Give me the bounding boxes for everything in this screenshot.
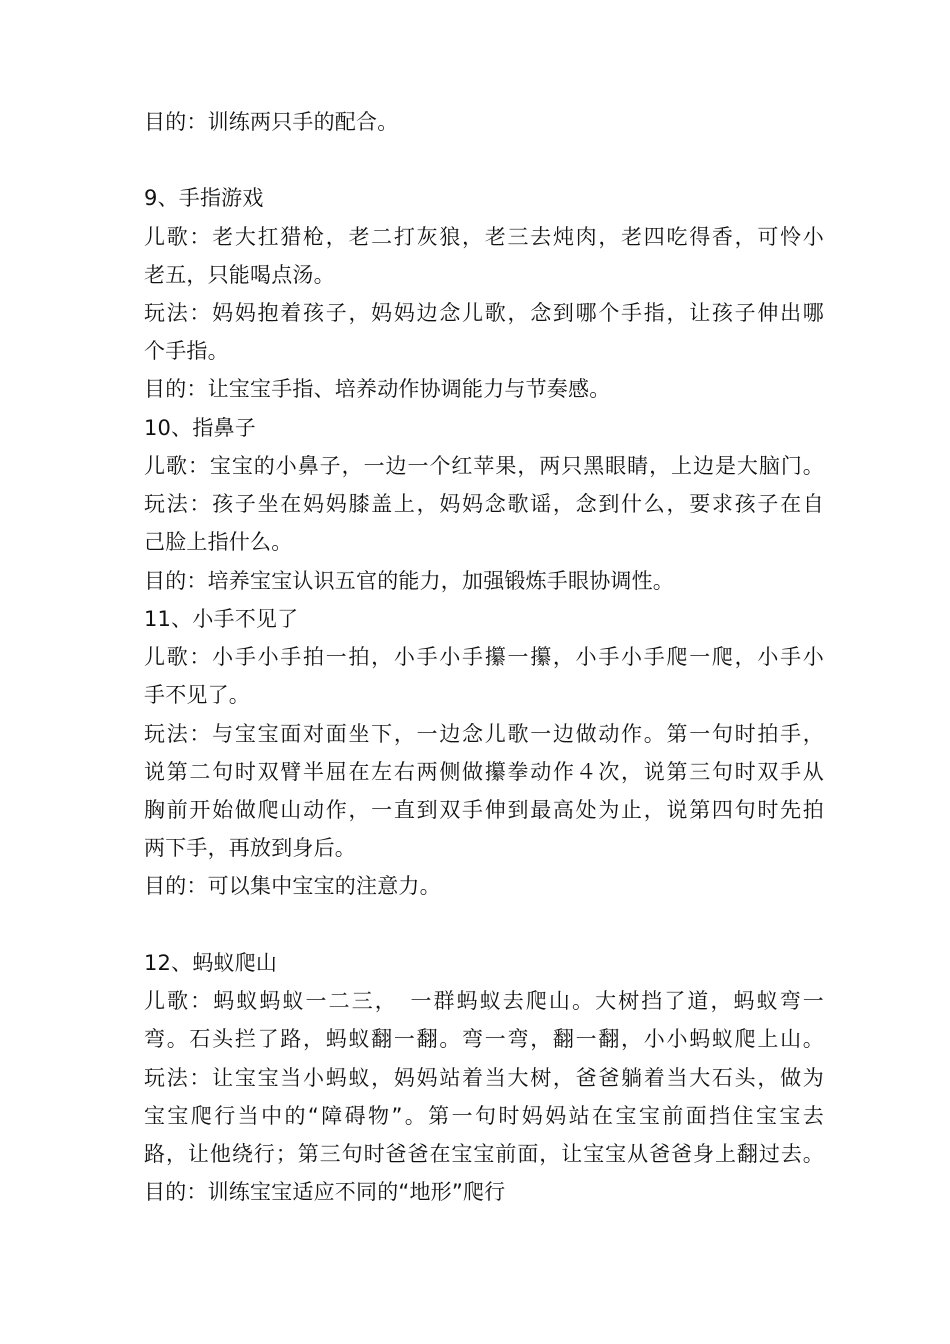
section-8-purpose-line: 目的：训练两只手的配合。 (144, 110, 399, 134)
section-10-heading: 10、指鼻子 (144, 416, 256, 440)
section-9-heading: 9、手指游戏 (144, 186, 264, 210)
section-9-rhyme-line-2: 老五，只能喝点汤。 (144, 263, 335, 287)
section-9-play-line-1: 玩法：妈妈抱着孩子，妈妈边念儿歌，念到哪个手指，让孩子伸出哪 (144, 301, 824, 325)
section-11-play-line-1: 玩法：与宝宝面对面坐下，一边念儿歌一边做动作。第一句时拍手， (144, 722, 824, 746)
section-10-play-line-2: 己脸上指什么。 (144, 530, 293, 554)
section-12-purpose-line: 目的：训练宝宝适应不同的“地形”爬行 (144, 1180, 506, 1204)
section-11-rhyme-line-2: 手不见了。 (144, 683, 250, 707)
section-12-heading: 12、蚂蚁爬山 (144, 951, 278, 975)
section-11-heading: 11、小手不见了 (144, 607, 299, 631)
section-12-rhyme-line-2: 弯。石头拦了路，蚂蚁翻一翻。弯一弯，翻一翻，小小蚂蚁爬上山。 (144, 1027, 824, 1051)
section-11-purpose-line: 目的：可以集中宝宝的注意力。 (144, 874, 441, 898)
section-10-rhyme-line: 儿歌：宝宝的小鼻子，一边一个红苹果，两只黑眼睛，上边是大脑门。 (144, 454, 824, 478)
section-12-play-line-1: 玩法：让宝宝当小蚂蚁，妈妈站着当大树，爸爸躺着当大石头，做为 (144, 1066, 824, 1090)
section-9-rhyme-line-1: 儿歌：老大扛猎枪，老二打灰狼，老三去炖肉，老四吃得香，可怜小 (144, 225, 824, 249)
section-9-play-line-2: 个手指。 (144, 339, 229, 363)
section-11-play-line-2: 说第二句时双臂半屈在左右两侧做攥拳动作４次，说第三句时双手从 (144, 760, 824, 784)
section-11-play-line-3: 胸前开始做爬山动作，一直到双手伸到最高处为止，说第四句时先拍 (144, 798, 824, 822)
section-12-rhyme-line-1: 儿歌：蚂蚁蚂蚁一二三， 一群蚂蚁去爬山。大树挡了道，蚂蚁弯一 (144, 989, 824, 1013)
section-12-play-line-3: 路，让他绕行；第三句时爸爸在宝宝前面，让宝宝从爸爸身上翻过去。 (144, 1142, 824, 1166)
section-9-purpose-line: 目的：让宝宝手指、培养动作协调能力与节奏感。 (144, 377, 611, 401)
section-11-play-line-4: 两下手，再放到身后。 (144, 836, 356, 860)
section-11-rhyme-line-1: 儿歌：小手小手拍一拍，小手小手攥一攥，小手小手爬一爬，小手小 (144, 645, 824, 669)
section-10-play-line-1: 玩法：孩子坐在妈妈膝盖上，妈妈念歌谣，念到什么，要求孩子在自 (144, 492, 824, 516)
section-10-purpose-line: 目的：培养宝宝认识五官的能力，加强锻炼手眼协调性。 (144, 569, 674, 593)
section-12-play-line-2: 宝宝爬行当中的“障碍物”。第一句时妈妈站在宝宝前面挡住宝宝去 (144, 1104, 824, 1128)
